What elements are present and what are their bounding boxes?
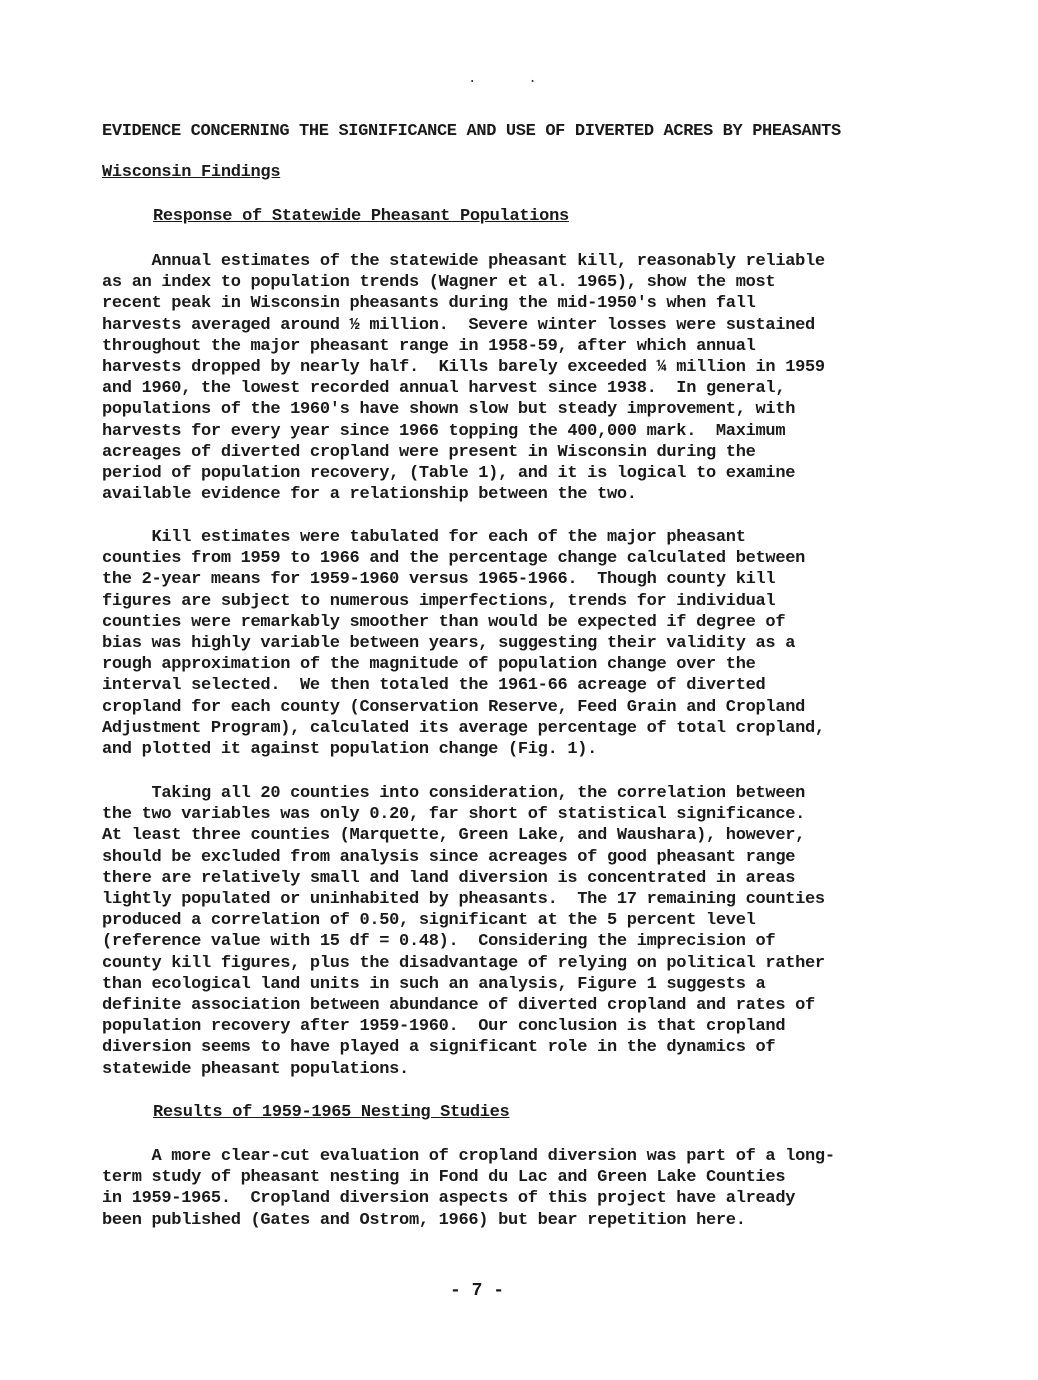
paragraph-line: and plotted it against population change (Fig. 1). (102, 740, 598, 760)
paragraph-line: in 1959-1965. Cropland diversion aspects of this project have already (102, 1189, 796, 1209)
paragraph-line: county kill figures, plus the disadvantage of relying on political rather (102, 953, 825, 973)
paragraph-line: counties were remarkably smoother than would be expected if degree of (102, 612, 786, 632)
paragraph-line: harvests for every year since 1966 topping the 400,000 mark. Maximum (102, 421, 786, 441)
scan-specks: ·· (468, 74, 589, 90)
paragraph-line: term study of pheasant nesting in Fond du Lac and Green Lake Counties (102, 1168, 786, 1188)
paragraph-line: interval selected. We then totaled the 1961-66 acreage of diverted (102, 676, 766, 696)
paragraph-line: A more clear-cut evaluation of cropland diversion was part of a long- (102, 1147, 835, 1166)
paragraph-line: definite association between abundance of diverted cropland and rates of (102, 996, 815, 1016)
paragraph-line: cropland for each county (Conservation Reserve, Feed Grain and Cropland (102, 697, 806, 717)
paragraph-line: recent peak in Wisconsin pheasants during the mid-1950's when fall (102, 294, 756, 314)
paragraph-1 (102, 251, 902, 505)
paragraph-line: rough approximation of the magnitude of population change over the (102, 655, 756, 675)
paragraph-line: than ecological land units in such an analysis, Figure 1 suggests a (102, 974, 766, 994)
paragraph-line: as an index to population trends (Wagner et al. 1965), show the most (102, 273, 776, 293)
paragraph-3 (102, 783, 902, 1080)
paragraph-line: the two variables was only 0.20, far short of statistical significance. (102, 805, 806, 825)
paragraph-line: there are relatively small and land diversion is concentrated in areas (102, 868, 796, 888)
paragraph-line: statewide pheasant populations. (102, 1059, 409, 1079)
paragraph-line: available evidence for a relationship between the two. (102, 485, 637, 505)
paragraph-line: the 2-year means for 1959-1960 versus 1965-1966. Though county kill (102, 570, 776, 590)
paragraph-2 (102, 527, 902, 760)
page-number: - 7 - (450, 1281, 505, 1301)
subsection-title-statewide: Response of Statewide Pheasant Populations (153, 207, 569, 226)
paragraph-line: and 1960, the lowest recorded annual harvest since 1938. In general, (102, 379, 786, 399)
paragraph-line: At least three counties (Marquette, Green Lake, and Waushara), however, (102, 826, 806, 846)
paragraph-line: throughout the major pheasant range in 1958-59, after which annual (102, 336, 756, 356)
paragraph-line: Annual estimates of the statewide pheasant kill, reasonably reliable (102, 252, 825, 271)
section-title: Wisconsin Findings (102, 163, 281, 182)
page-heading: EVIDENCE CONCERNING THE SIGNIFICANCE AND USE OF DIVERTED ACRES BY PHEASANTS (102, 122, 841, 141)
paragraph-line: population recovery after 1959-1960. Our conclusion is that cropland (102, 1017, 786, 1037)
paragraph-line: populations of the 1960's have shown slow but steady improvement, with (102, 400, 796, 420)
paragraph-line: Adjustment Program), calculated its average percentage of total cropland, (102, 718, 825, 738)
paragraph-line: Kill estimates were tabulated for each of the major pheasant (102, 528, 746, 547)
paragraph-line: should be excluded from analysis since acreages of good pheasant range (102, 847, 796, 867)
paragraph-line: been published (Gates and Ostrom, 1966) but bear repetition here. (102, 1210, 746, 1230)
paragraph-line: bias was highly variable between years, suggesting their validity as a (102, 634, 796, 654)
paragraph-line: (reference value with 15 df = 0.48). Considering the imprecision of (102, 932, 776, 952)
subsection-title-nesting: Results of 1959-1965 Nesting Studies (153, 1103, 510, 1122)
paragraph-4 (102, 1146, 902, 1231)
paragraph-line: harvests dropped by nearly half. Kills barely exceeded ¼ million in 1959 (102, 358, 825, 378)
paragraph-line: figures are subject to numerous imperfections, trends for individual (102, 591, 776, 611)
paragraph-line: Taking all 20 counties into consideration, the correlation between (102, 784, 806, 803)
paragraph-line: acreages of diverted cropland were present in Wisconsin during the (102, 442, 756, 462)
paragraph-line: lightly populated or uninhabited by pheasants. The 17 remaining counties (102, 890, 825, 910)
paragraph-line: counties from 1959 to 1966 and the percentage change calculated between (102, 549, 806, 569)
paragraph-line: diversion seems to have played a significant role in the dynamics of (102, 1038, 776, 1058)
paragraph-line: harvests averaged around ½ million. Severe winter losses were sustained (102, 315, 815, 335)
paragraph-line: period of population recovery, (Table 1), and it is logical to examine (102, 464, 796, 484)
paragraph-line: produced a correlation of 0.50, significant at the 5 percent level (102, 911, 756, 931)
